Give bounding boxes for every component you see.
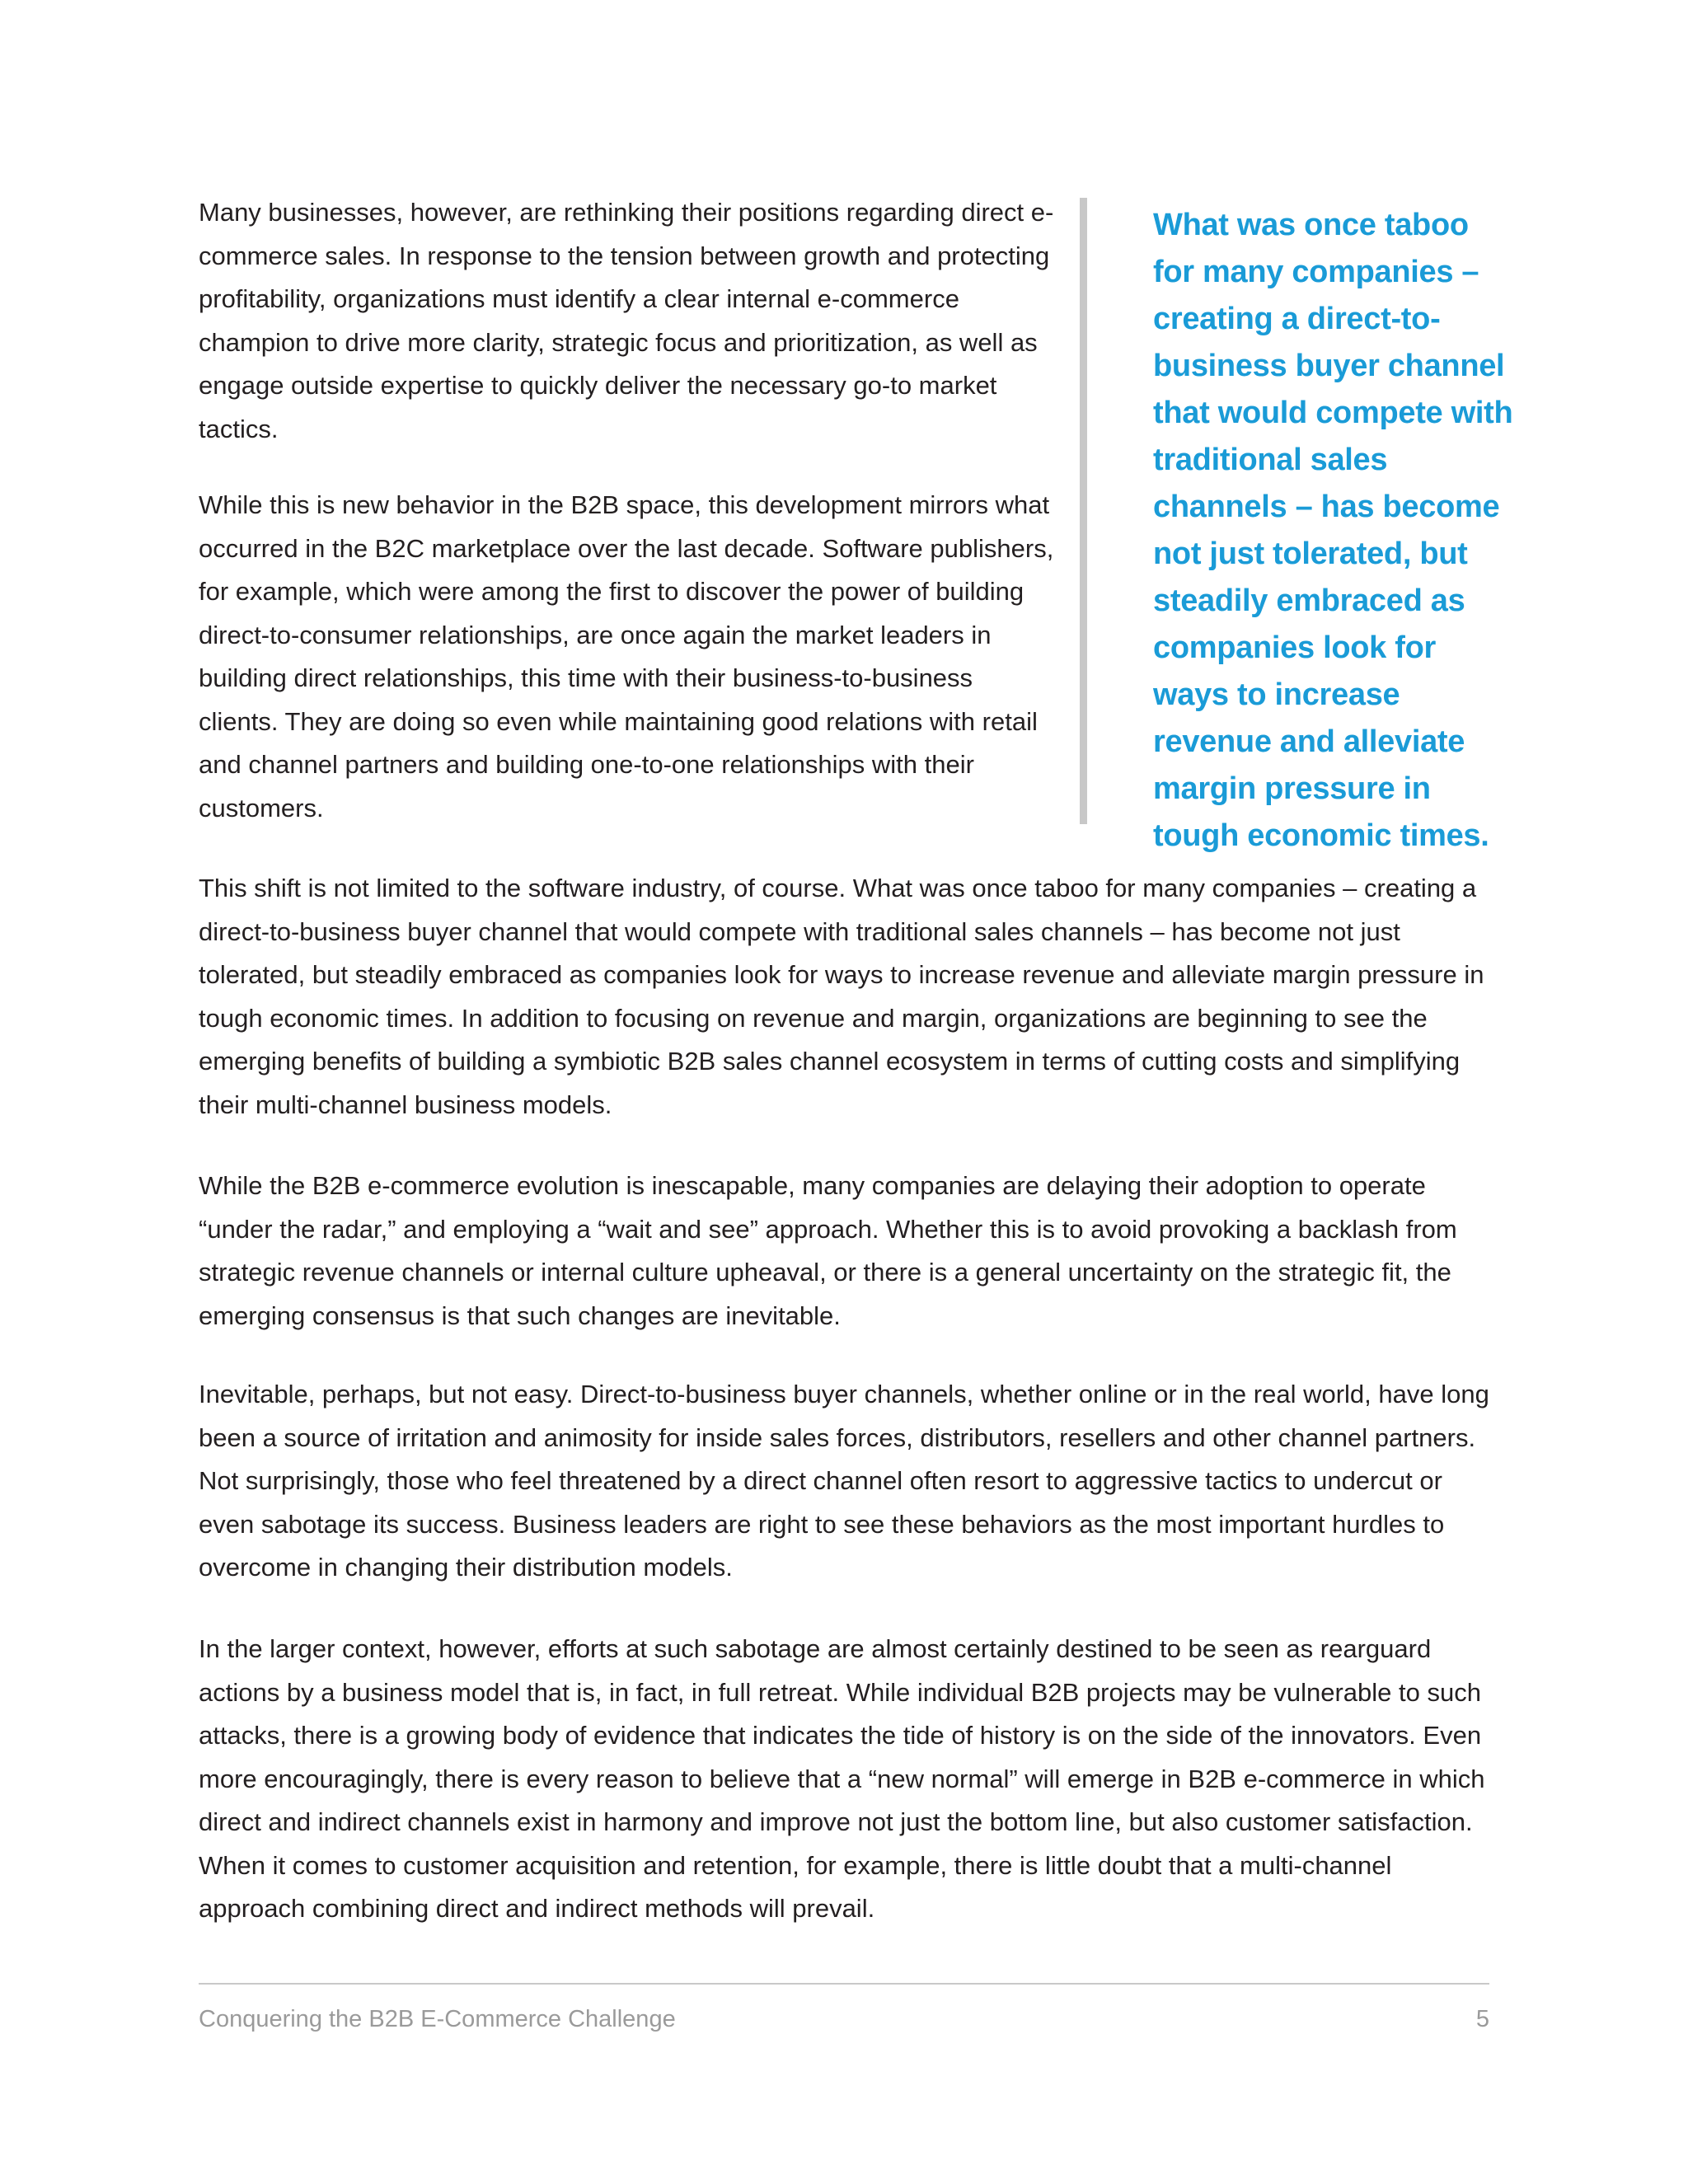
body-paragraph-2: While this is new behavior in the B2B space, this development mirrors what occurred in the B2C marketplace over the last decade. Software publishers, for example, which were among the first to discover the power of building direct-to-consumer relationships, are once again the market leaders in building direct relationships, this time with their business-to-business clients. They are doing so even while maintaining good relations with retail and channel partners and building one-to-one relationships with their customers. (199, 490, 1054, 823)
body-paragraph-6: In the larger context, however, efforts at such sabotage are almost certainly destined to be seen as rearguard actions by a business model that is, in fact, in full retreat. While individual B2B projects may be vulnerable to such attacks, there is a growing body of evidence that indicates the tide of history is on the side of the innovators. Even more encouragingly, there is every reason to believe that a “new normal” will emerge in B2B e-commerce in which direct and indirect channels exist in harmony and improve not just the bottom line, but also customer satisfaction. When it comes to customer acquisition and retention, for example, there is little doubt that a multi-channel approach combining direct and indirect methods will prevail. (199, 1634, 1485, 1923)
footer-page-number: 5 (1475, 2006, 1489, 2032)
body-paragraph-1: Many businesses, however, are rethinking their positions regarding direct e-commerce sales. In response to the tension between growth and protecting profitability, organizations must identify a clear internal e-commerce champion to drive more clarity, strategic focus and prioritization, as well as engage outside expertise to quickly deliver the necessary go-to market tactics. (199, 198, 1054, 443)
body-paragraph-5: Inevitable, perhaps, but not easy. Direct-to-business buyer channels, whether online or in the real world, have long been a source of irritation and animosity for inside sales forces, distributors, resellers and other channel partners. Not surprisingly, those who feel threatened by a direct channel often resort to aggressive tactics to undercut or even sabotage its success. Business leaders are right to see these behaviors as the most important hurdles to overcome in changing their distribution models. (199, 1380, 1489, 1582)
footer-divider (199, 1983, 1489, 1985)
pull-quote-text: What was once taboo for many companies – creating a direct-to-business buyer channel that would compete with traditional sales channels – has become not just tolerated, but steadily embraced as companies look for ways to increase revenue and alleviate margin pressure in tough economic times. (1153, 208, 1513, 853)
body-paragraph-3: This shift is not limited to the software industry, of course. What was once taboo for many companies – creating a direct-to-business buyer channel that would compete with traditional sales channels – has become not just tolerated, but steadily embraced as companies look for ways to increase revenue and alleviate margin pressure in tough economic times. In addition to focusing on revenue and margin, organizations are beginning to see the emerging benefits of building a symbiotic B2B sales channel ecosystem in terms of cutting costs and simplifying their multi-channel business models. (199, 874, 1484, 1119)
footer-document-title: Conquering the B2B E-Commerce Challenge (199, 2006, 676, 2032)
body-paragraph-4: While the B2B e-commerce evolution is inescapable, many companies are delaying their adoption to operate “under the radar,” and employing a “wait and see” approach. Whether this is to avoid provoking a backlash from strategic revenue channels or internal culture upheaval, or there is a general uncertainty on the strategic fit, the emerging consensus is that such changes are inevitable. (199, 1171, 1457, 1330)
pull-quote (1080, 198, 1516, 853)
